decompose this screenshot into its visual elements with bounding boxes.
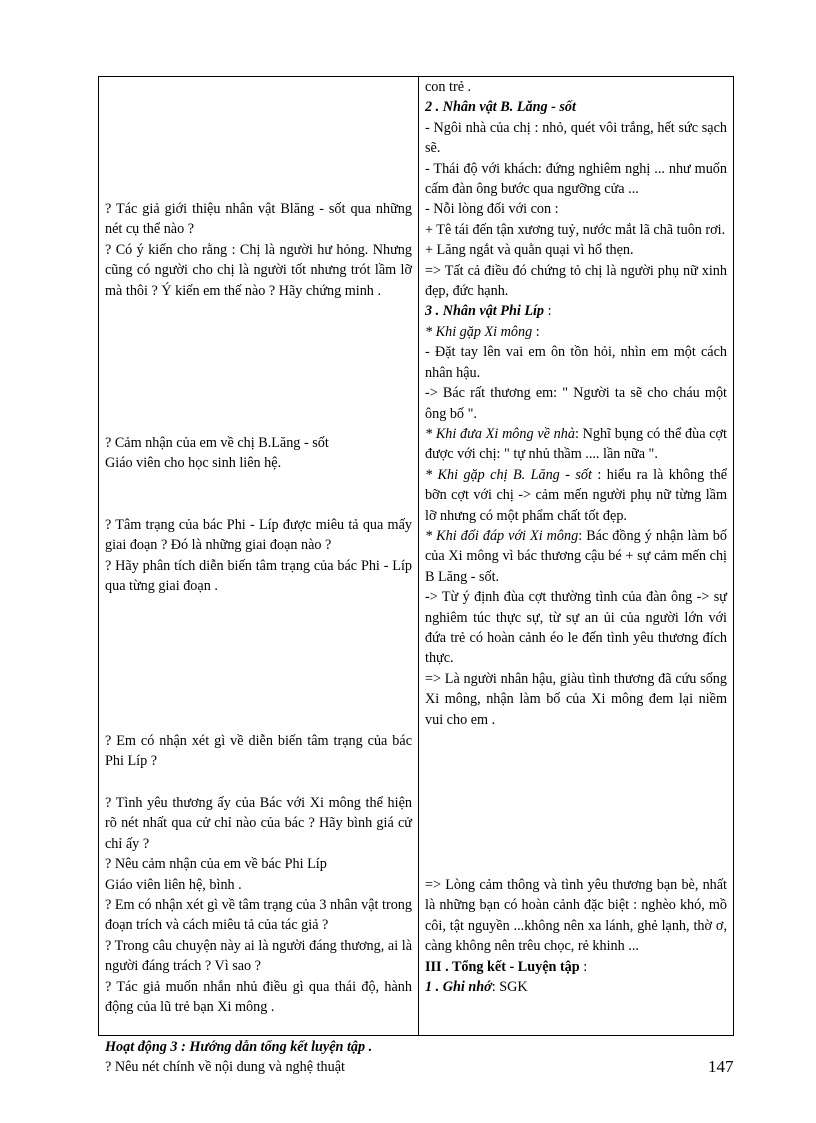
section-heading xyxy=(425,977,727,997)
subsection-text: : hiểu ra là không thể bỡn cợt với chị -> cảm mến người phụ nữ từng lầm lỡ nhưng có một phẩm chất tốt đẹp. xyxy=(425,466,727,524)
activity-heading: Hoạt động 3 : Hướng dẫn tổng kết luyện tập . xyxy=(105,1039,373,1055)
content-line: - Ngôi nhà của chị : nhỏ, quét vôi trắng, hết sức sạch sẽ. xyxy=(425,119,727,157)
question-line: ? Em có nhận xét gì về tâm trạng của 3 nhân vật trong đoạn trích và cách miêu tả của tác giả ? xyxy=(105,897,412,934)
heading-suffix: : xyxy=(579,958,588,975)
subsection-line xyxy=(425,465,727,526)
question-line: Giáo viên cho học sinh liên hệ. xyxy=(105,455,282,472)
section-heading: 2 . Nhân vật B. Lăng - sốt xyxy=(425,99,576,116)
question-line: ? Có ý kiến cho rằng : Chị là người hư hỏng. Nhưng cũng có người cho chị là người tốt nhưng trót lầm lỡ mà thôi ? Ý kiến em thế nào ? Hãy chứng minh . xyxy=(105,241,412,299)
subsection-text: : Nghĩ bụng có thể đùa cợt được với chị: " tự nhủ thầm .... lần nữa ". xyxy=(425,425,727,463)
question-block-5 xyxy=(105,793,412,1017)
subsection-text: : Bác đồng ý nhận làm bố của Xi mông vì bác thương cậu bé + sự cảm mến chị B Lăng - sốt. xyxy=(425,527,727,585)
question-line: ? Tâm trạng của bác Phi - Líp được miêu tả qua mấy giai đoạn ? Đó là những giai đoạn nào ? xyxy=(105,517,412,554)
question-block-4 xyxy=(105,731,412,772)
question-line: ? Nêu nét chính về nội dung và nghệ thuật xyxy=(105,1059,345,1076)
content-line: - Đặt tay lên vai em ôn tồn hỏi, nhìn em một cách nhân hậu. xyxy=(425,344,727,381)
content-line: - Nỗi lòng đối với con : xyxy=(425,201,559,218)
content-line: + Lăng ngắt và quằn quại vì hổ thẹn. xyxy=(425,242,634,259)
content-line: => Lòng cảm thông và tình yêu thương bạn bè, nhất là những bạn có hoàn cảnh đặc biệt : nghèo khó, mồ côi, tật nguyền ...không nên xa lánh, ghẻ lạnh, thờ ơ, càng không nên trêu chọc, rẻ khinh ... xyxy=(425,877,727,955)
section-heading-text: 1 . Ghi nhớ xyxy=(425,979,492,996)
section-heading xyxy=(425,301,727,321)
subsection-line xyxy=(425,526,727,587)
content-line: + Tê tái đến tận xương tuỷ, nước mắt lã chã tuôn rơi. xyxy=(425,221,726,238)
right-column-content xyxy=(419,77,733,1035)
left-column-questions xyxy=(99,77,419,1076)
question-line: ? Cảm nhận của em về chị B.Lăng - sốt xyxy=(105,435,329,451)
question-line: ? Tác giả muốn nhắn nhủ điều gì qua thái độ, hành động của lũ trẻ bạn Xi mông . xyxy=(105,978,412,1016)
question-block-2 xyxy=(105,433,412,474)
heading-suffix: : xyxy=(544,303,552,320)
section-heading-text: 3 . Nhân vật Phi Líp xyxy=(425,303,545,320)
subsection-title: * Khi đối đáp với Xi mông xyxy=(425,527,579,544)
section-heading-text: III . Tổng kết - Luyện tập xyxy=(425,958,580,975)
subsection-title: * Khi gặp Xi mông xyxy=(425,323,533,340)
conclusion-block xyxy=(425,875,727,997)
subsection-title: * Khi gặp chị B. Lăng - sốt xyxy=(425,466,592,483)
question-line: ? Hãy phân tích diễn biến tâm trạng của bác Phi - Líp qua từng giai đoạn . xyxy=(105,557,412,595)
subsection-title: * Khi đưa Xi mông về nhà xyxy=(425,425,575,442)
question-line: ? Tình yêu thương ấy của Bác với Xi mông thể hiện rõ nét nhất qua cử chỉ nào của bác ? Hãy bình giá cử chỉ ấy ? xyxy=(105,795,412,852)
subsection-line xyxy=(425,322,727,342)
question-line: ? Em có nhận xét gì về diễn biến tâm trạng của bác Phi Líp ? xyxy=(105,733,412,770)
question-line: ? Trong câu chuyện này ai là người đáng thương, ai là người đáng trách ? Vì sao ? xyxy=(105,937,412,975)
subsection-suffix: : xyxy=(532,323,540,340)
content-line: con trẻ . xyxy=(425,79,472,95)
content-line: -> Bác rất thương em: " Người ta sẽ cho cháu một ông bố ". xyxy=(425,385,727,422)
question-line: Giáo viên liên hệ, bình . xyxy=(105,876,242,893)
subsection-line xyxy=(425,424,727,465)
content-line: - Thái độ với khách: đứng nghiêm nghị ... như muốn cấm đàn ông bước qua ngưỡng cửa ... xyxy=(425,160,727,198)
question-line: ? Nêu cảm nhận của em về bác Phi Líp xyxy=(105,856,327,873)
section-heading xyxy=(425,957,727,977)
question-block-3 xyxy=(105,515,412,597)
content-line: => Là người nhân hậu, giàu tình thương đã cứu sống Xi mông, nhận làm bố của Xi mông đem lại niềm vui cho em . xyxy=(425,670,727,728)
question-block-1 xyxy=(105,199,412,301)
content-line: -> Từ ý định đùa cợt thường tình của đàn ông -> sự nghiêm túc thực sự, từ sự an ủi của người lớn với đứa trẻ có hoàn cảnh éo le đến tình yêu thương đích thực. xyxy=(425,589,727,667)
question-block-6 xyxy=(105,1037,412,1078)
heading-suffix: : SGK xyxy=(491,979,528,996)
question-line: ? Tác giả giới thiệu nhân vật Blăng - sốt qua những nét cụ thể nào ? xyxy=(105,201,412,238)
content-block xyxy=(425,77,727,730)
content-line: => Tất cả điều đó chứng tỏ chị là người phụ nữ xinh đẹp, đức hạnh. xyxy=(425,262,727,300)
page-number: 147 xyxy=(708,1057,734,1076)
